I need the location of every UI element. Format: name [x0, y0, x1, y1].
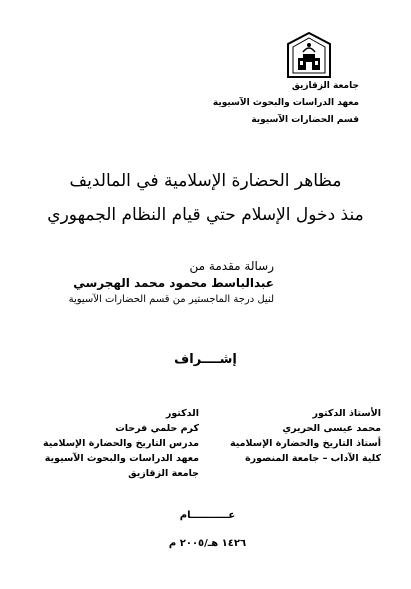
supervisor-1-affiliation: كلية الآداب – جامعة المنصورة — [245, 453, 381, 464]
supervisor-2-rank: الدكتور — [165, 408, 199, 419]
author-name: عبدالباسط محمود محمد الهجرسي — [73, 276, 274, 290]
university-seal-icon — [285, 30, 333, 80]
year-label: عـــــــــــام — [179, 510, 236, 521]
degree-purpose: لنيل درجة الماجستير من قسم الحضارات الآسيوية — [68, 294, 274, 305]
department-name: قسم الحضارات الآسيوية — [251, 115, 359, 125]
institution-block — [213, 78, 359, 129]
supervisor-2-affiliation: معهد الدراسات والبحوث الآسيوية — [44, 453, 199, 464]
supervisor-2 — [43, 406, 199, 481]
supervisor-2-name: كرم حلمي فرحات — [115, 423, 199, 434]
supervisor-2-position: مدرس التاريخ والحضارة الإسلامية — [42, 438, 199, 449]
supervisor-1 — [230, 406, 381, 466]
thesis-title-line2: منذ دخول الإسلام حتي قيام النظام الجمهوري — [47, 205, 364, 225]
date-block — [150, 502, 265, 558]
year-value: ١٤٢٦ هـ/٢٠٠٥ م — [168, 538, 247, 549]
university-name: جامعة الزقازيق — [291, 81, 359, 91]
supervisor-1-name: محمد عيسى الحريري — [282, 423, 381, 434]
presented-by-label: رسالة مقدمة من — [189, 259, 274, 273]
supervision-heading: إشــــراف — [174, 352, 237, 367]
presentation-block — [69, 258, 274, 307]
institute-name: معهد الدراسات والبحوث الآسيوية — [212, 98, 359, 108]
supervisor-1-rank: الأستاذ الدكتور — [312, 408, 381, 419]
thesis-title-line1: مظاهر الحضارة الإسلامية في المالديف — [69, 171, 342, 191]
supervisor-1-position: أستاذ التاريخ والحضارة الإسلامية — [230, 438, 381, 449]
supervisor-2-university: جامعة الزقازيق — [128, 468, 199, 479]
